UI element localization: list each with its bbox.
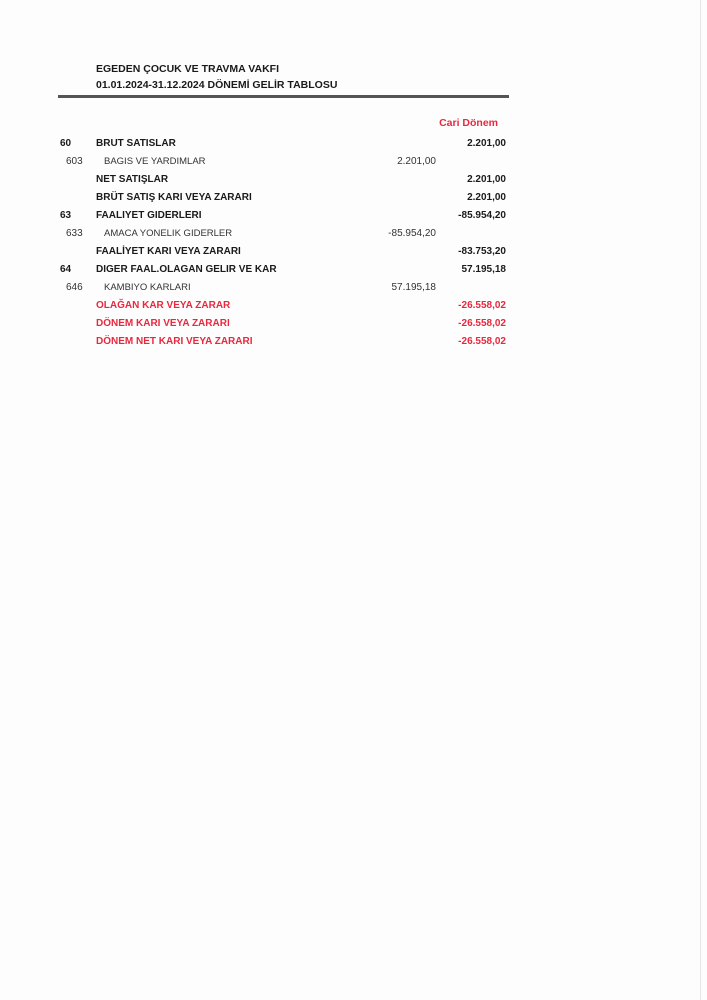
account-code: 603 <box>66 156 83 167</box>
current-period-value: -85.954,20 <box>458 210 506 221</box>
account-label: DÖNEM KARI VEYA ZARARI <box>96 318 230 329</box>
account-code: 646 <box>66 282 83 293</box>
sub-account-value: 57.195,18 <box>391 282 436 293</box>
income-statement-row <box>0 155 707 173</box>
current-period-value: 57.195,18 <box>461 264 506 275</box>
organization-name: EGEDEN ÇOCUK VE TRAVMA VAKFI <box>96 63 279 75</box>
current-period-value: -83.753,20 <box>458 246 506 257</box>
account-code: 60 <box>60 138 72 149</box>
account-label: FAALİYET KARI VEYA ZARARI <box>96 246 241 257</box>
sub-account-value: 2.201,00 <box>397 156 436 167</box>
income-statement-row <box>0 317 707 335</box>
account-label: FAALIYET GIDERLERI <box>96 210 202 221</box>
account-label: BRÜT SATIŞ KARI VEYA ZARARI <box>96 192 252 203</box>
income-statement-row <box>0 263 707 281</box>
account-label: DIGER FAAL.OLAGAN GELIR VE KAR <box>96 264 277 275</box>
account-code: 63 <box>60 210 72 221</box>
account-label: AMACA YONELIK GIDERLER <box>104 228 233 239</box>
account-label: BAGIS VE YARDIMLAR <box>104 156 206 167</box>
report-title: 01.01.2024-31.12.2024 DÖNEMİ GELİR TABLOSU <box>96 79 338 91</box>
current-period-value: 2.201,00 <box>467 174 506 185</box>
account-label: OLAĞAN KAR VEYA ZARAR <box>96 300 231 311</box>
current-period-value: 2.201,00 <box>467 192 506 203</box>
sub-account-value: -85.954,20 <box>388 228 436 239</box>
account-label: DÖNEM NET KARI VEYA ZARARI <box>96 336 253 347</box>
account-code: 633 <box>66 228 83 239</box>
account-label: NET SATIŞLAR <box>96 174 169 185</box>
income-statement-row <box>0 173 707 191</box>
income-statement-row <box>0 335 707 353</box>
income-statement-row <box>0 137 707 155</box>
report-header <box>96 61 337 93</box>
income-statement-row <box>0 299 707 317</box>
income-statement-row <box>0 245 707 263</box>
account-label: BRUT SATISLAR <box>96 138 176 149</box>
income-statement-row <box>0 191 707 209</box>
current-period-value: -26.558,02 <box>458 300 506 311</box>
income-statement-row <box>0 209 707 227</box>
header-divider <box>58 95 509 98</box>
current-period-value: 2.201,00 <box>467 138 506 149</box>
income-statement-row <box>0 227 707 245</box>
account-code: 64 <box>60 264 72 275</box>
current-period-header: Cari Dönem <box>439 117 498 129</box>
current-period-value: -26.558,02 <box>458 336 506 347</box>
income-statement-row <box>0 281 707 299</box>
account-label: KAMBIYO KARLARI <box>104 282 191 293</box>
current-period-value: -26.558,02 <box>458 318 506 329</box>
